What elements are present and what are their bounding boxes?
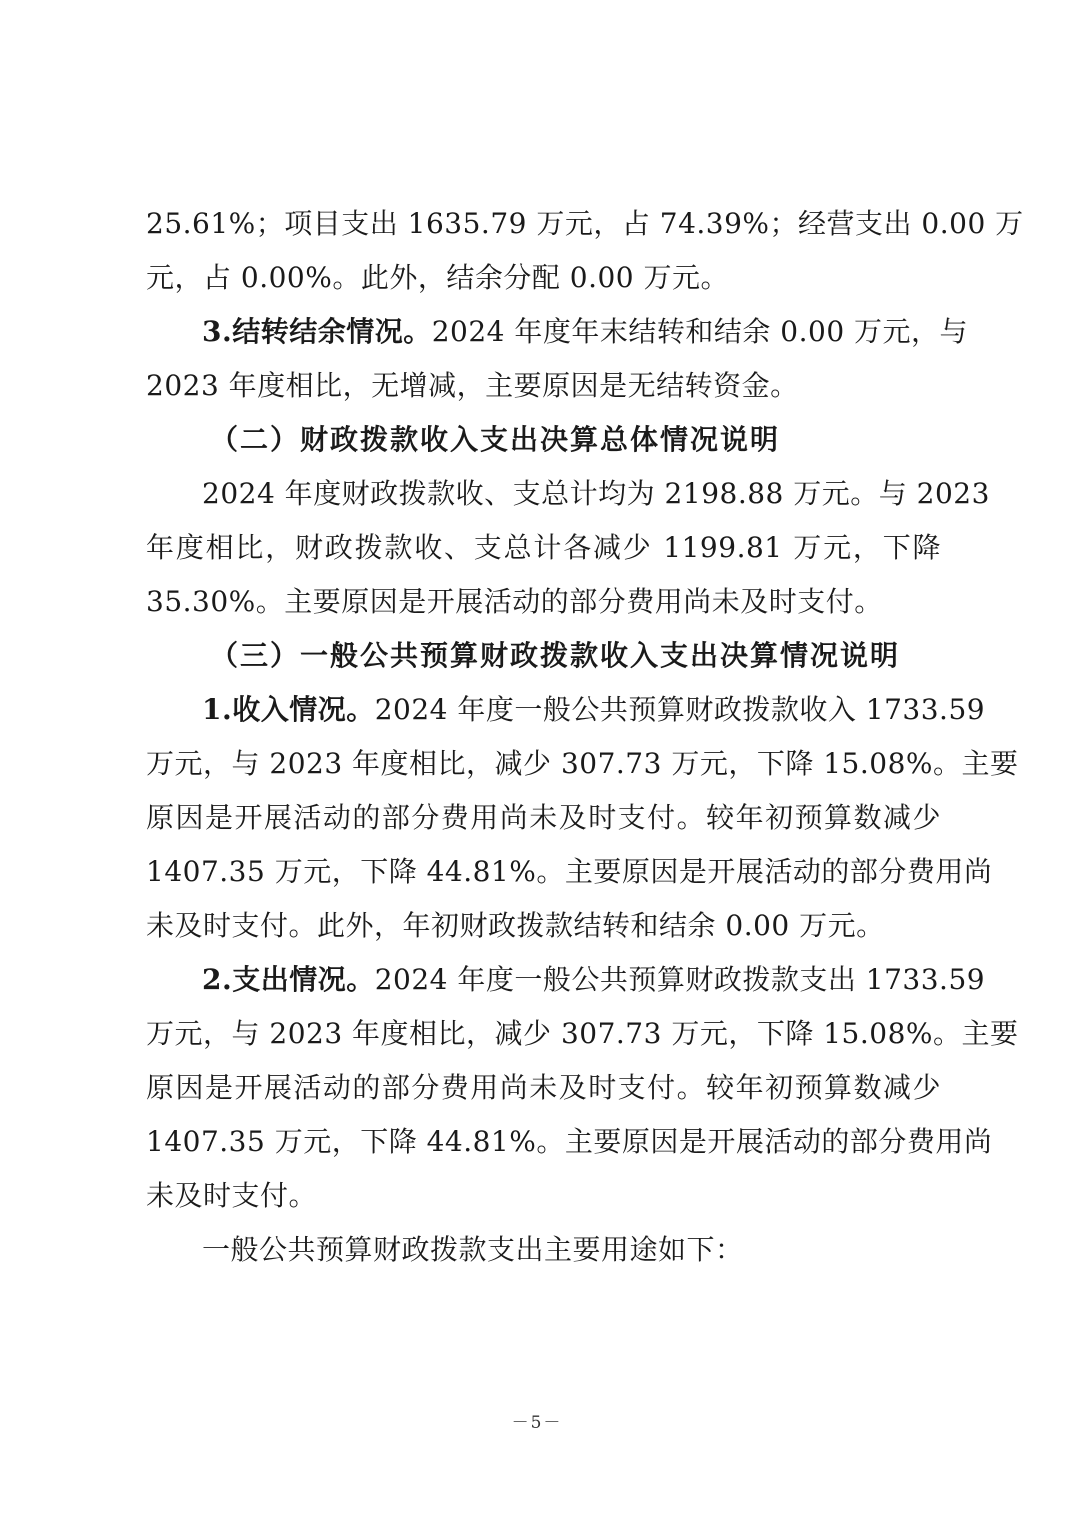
paragraph-line-income [202,683,986,737]
income-label: 1.收入情况。 [202,693,375,726]
paragraph-line: 25.61%；项目支出 1635.79 万元，占 74.39%；经营支出 0.00 万 [146,207,1024,240]
paragraph-line: 1407.35 万元，下降 44.81%。主要原因是开展活动的部分费用尚 [146,1125,993,1158]
page-number: －5－ [511,1413,563,1433]
section-heading-3: （三）一般公共预算财政拨款收入支出决算情况说明 [210,639,901,672]
section-heading-2: （二）财政拨款收入支出决算总体情况说明 [210,423,781,456]
paragraph-line: 2023 年度相比，无增减，主要原因是无结转资金。 [146,369,799,402]
income-text: 2024 年度一般公共预算财政拨款收入 1733.59 [374,693,986,726]
paragraph-line: 1407.35 万元，下降 44.81%。主要原因是开展活动的部分费用尚 [146,855,993,888]
item3-text: 2024 年度年末结转和结余 0.00 万元，与 [431,315,969,348]
paragraph-line: 原因是开展活动的部分费用尚未及时支付。较年初预算数减少 [146,801,941,834]
item3-label: 3.结转结余情况。 [202,315,432,348]
expense-text: 2024 年度一般公共预算财政拨款支出 1733.59 [374,963,986,996]
paragraph-line: 2024 年度财政拨款收、支总计均为 2198.88 万元。与 2023 [202,477,990,510]
paragraph-line-expense [202,953,986,1007]
paragraph-line: 原因是开展活动的部分费用尚未及时支付。较年初预算数减少 [146,1071,941,1104]
paragraph-line: 未及时支付。此外，年初财政拨款结转和结余 0.00 万元。 [146,909,885,942]
paragraph-line: 元，占 0.00%。此外，结余分配 0.00 万元。 [146,261,729,294]
paragraph-line: 一般公共预算财政拨款支出主要用途如下： [202,1233,744,1266]
paragraph-line-item3 [202,305,969,359]
paragraph-line: 年度相比，财政拨款收、支总计各减少 1199.81 万元，下降 [146,531,941,564]
paragraph-line: 未及时支付。 [146,1179,318,1212]
paragraph-line: 35.30%。主要原因是开展活动的部分费用尚未及时支付。 [146,585,883,618]
paragraph-line: 万元，与 2023 年度相比，减少 307.73 万元，下降 15.08%。主要 [146,747,1019,780]
paragraph-line: 万元，与 2023 年度相比，减少 307.73 万元，下降 15.08%。主要 [146,1017,1019,1050]
expense-label: 2.支出情况。 [202,963,375,996]
